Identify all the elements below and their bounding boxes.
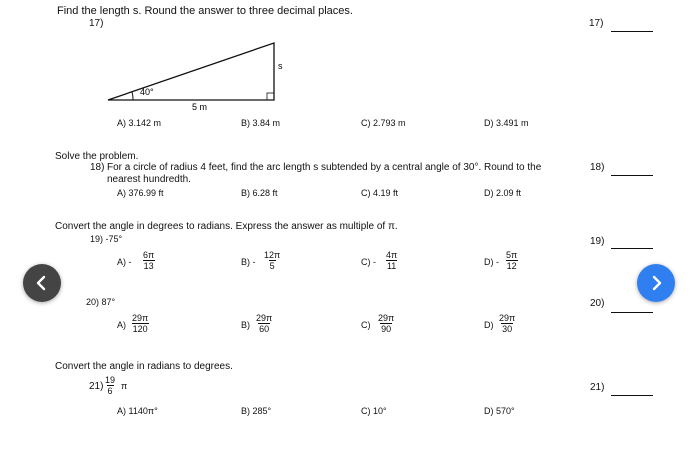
choice-20-d-letter: D) <box>484 320 494 330</box>
instruction-text: Find the length s. Round the answer to three decimal places. <box>57 5 353 17</box>
angle-arc <box>132 92 133 100</box>
choice-19-c-fraction <box>385 250 398 271</box>
choice-19-d-num: 5π <box>506 250 518 260</box>
section-rad-to-deg-title: Convert the angle in radians to degrees. <box>55 361 233 372</box>
choice-19-c[interactable] <box>361 257 376 267</box>
choice-19-d-letter: D) <box>484 257 494 267</box>
choice-20-b-den: 60 <box>259 324 270 334</box>
choice-17-d[interactable]: D) 3.491 m <box>484 118 529 128</box>
choice-20-a-num: 29π <box>132 313 149 323</box>
right-angle-mark <box>267 93 274 100</box>
question-21-den: 6 <box>107 386 113 396</box>
answer-17-blank[interactable] <box>611 31 653 32</box>
answer-17-label: 17) <box>589 18 604 29</box>
answer-21-blank[interactable] <box>611 395 653 396</box>
choice-19-d-fraction <box>505 250 518 271</box>
answer-19-label: 19) <box>590 236 605 247</box>
choice-20-d-den: 30 <box>502 324 513 334</box>
choice-20-b-fraction <box>255 313 273 334</box>
triangle-shape <box>108 43 274 100</box>
choice-18-a[interactable]: A) 376.99 ft <box>117 188 164 198</box>
choice-19-d[interactable] <box>484 257 499 267</box>
choice-19-c-sign: - <box>373 257 377 267</box>
answer-20-label: 20) <box>590 298 605 309</box>
question-19-number: 19) -75° <box>90 234 123 244</box>
choice-19-d-den: 12 <box>506 261 517 271</box>
choice-20-b-letter: B) <box>241 320 250 330</box>
question-18-text-line1: For a circle of radius 4 feet, find the arc length s subtended by a central angle of 30°. Round to the <box>107 162 542 173</box>
question-21-fraction <box>104 375 116 396</box>
answer-18-blank[interactable] <box>611 175 653 176</box>
question-21-num: 19 <box>105 375 116 385</box>
choice-21-c[interactable]: C) 10° <box>361 406 387 416</box>
choice-19-a-den: 13 <box>143 261 154 271</box>
question-21-number: 21) <box>89 381 104 392</box>
choice-20-b-num: 29π <box>256 313 273 323</box>
chevron-right-icon <box>648 275 664 291</box>
next-page-button[interactable] <box>637 264 675 302</box>
side-label: 5 m <box>192 102 208 110</box>
choice-19-b-sign: - <box>252 257 256 267</box>
choice-17-b[interactable]: B) 3.84 m <box>241 118 281 128</box>
choice-19-c-den: 11 <box>386 261 397 271</box>
section-deg-to-rad-title: Convert the angle in degrees to radians. Express the answer as multiple of π. <box>55 221 398 232</box>
choice-17-a[interactable]: A) 3.142 m <box>117 118 162 128</box>
choice-19-d-sign: - <box>496 257 500 267</box>
choice-20-d[interactable] <box>484 320 494 330</box>
choice-19-b-den: 5 <box>269 261 275 271</box>
choice-19-a-letter: A) <box>117 257 126 267</box>
question-20-number: 20) 87° <box>86 297 116 307</box>
choice-20-c-num: 29π <box>378 313 395 323</box>
choice-18-b[interactable]: B) 6.28 ft <box>241 188 278 198</box>
choice-20-c-letter: C) <box>361 320 371 330</box>
angle-label: 40° <box>140 87 154 97</box>
choice-21-d[interactable]: D) 570° <box>484 406 515 416</box>
choice-18-c[interactable]: C) 4.19 ft <box>361 188 399 198</box>
choice-20-d-num: 29π <box>499 313 516 323</box>
choice-18-d[interactable]: D) 2.09 ft <box>484 188 522 198</box>
previous-page-button[interactable] <box>23 264 61 302</box>
choice-20-a[interactable] <box>117 320 126 330</box>
choice-20-c-den: 90 <box>381 324 392 334</box>
choice-17-c[interactable]: C) 2.793 m <box>361 118 406 128</box>
choice-20-a-fraction <box>131 313 149 334</box>
choice-19-b-letter: B) <box>241 257 250 267</box>
choice-20-a-den: 120 <box>132 324 148 334</box>
choice-19-a-sign: - <box>128 257 132 267</box>
choice-20-c-fraction <box>377 313 395 334</box>
question-18-text-line2: nearest hundredth. <box>107 174 191 185</box>
section-solve-title: Solve the problem. <box>55 151 139 162</box>
question-17-number: 17) <box>89 18 104 29</box>
choice-19-b-fraction <box>263 250 281 271</box>
choice-20-c[interactable] <box>361 320 371 330</box>
choice-20-b[interactable] <box>241 320 250 330</box>
chevron-left-icon <box>34 275 50 291</box>
choice-19-a[interactable] <box>117 257 132 267</box>
choice-19-b-num: 12π <box>264 250 281 260</box>
answer-20-blank[interactable] <box>611 312 653 313</box>
choice-21-a[interactable]: A) 1140π° <box>117 406 158 416</box>
choice-20-d-fraction <box>498 313 516 334</box>
choice-19-c-letter: C) <box>361 257 371 267</box>
question-18-number: 18) <box>90 162 105 173</box>
choice-19-c-num: 4π <box>386 250 398 260</box>
right-triangle-figure <box>104 38 290 110</box>
choice-19-a-fraction <box>142 250 155 271</box>
choice-19-a-num: 6π <box>143 250 155 260</box>
choice-20-a-letter: A) <box>117 320 126 330</box>
question-21-pi: π <box>121 381 128 391</box>
choice-19-b[interactable] <box>241 257 256 267</box>
answer-21-label: 21) <box>590 382 605 393</box>
choice-21-b[interactable]: B) 285° <box>241 406 272 416</box>
answer-18-label: 18) <box>590 162 605 173</box>
answer-19-blank[interactable] <box>611 248 653 249</box>
unknown-side-label: s <box>278 61 283 71</box>
